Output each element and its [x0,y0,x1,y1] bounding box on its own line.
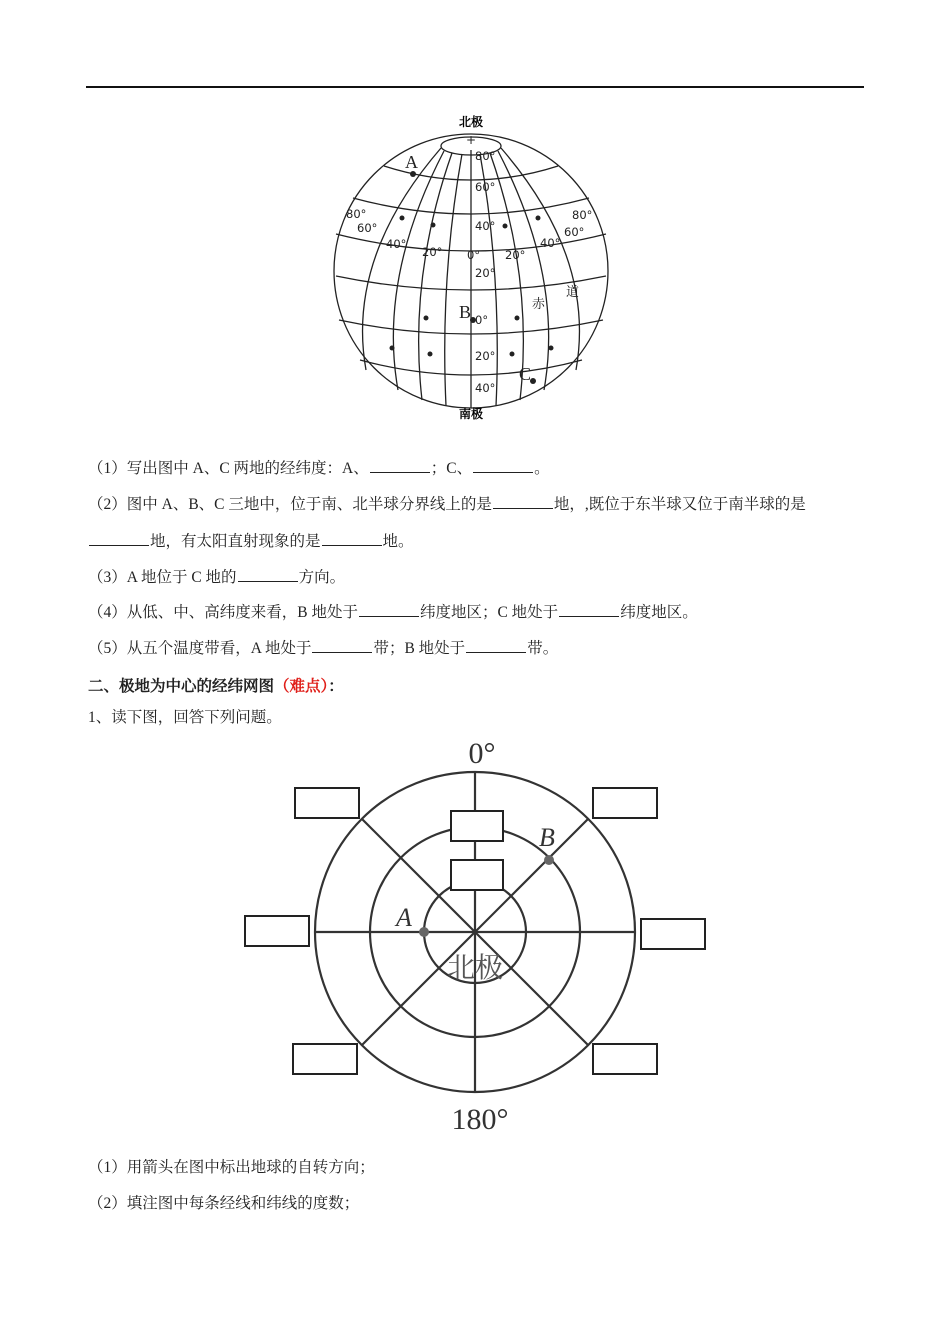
answer-blank[interactable] [370,458,430,473]
question-1: （1）写出图中 A、C 两地的经纬度：A、 ；C、 。 [88,460,550,477]
question-4: （4）从低、中、高纬度来看，B 地处于 纬度地区；C 地处于 纬度地区。 [88,604,698,621]
svg-text:80°: 80° [572,208,593,222]
south-pole-label: 南极 [458,407,484,421]
polar-question-2: （2）填注图中每条经线和纬线的度数； [88,1195,360,1212]
answer-blank[interactable] [473,458,533,473]
section-2-heading: 二、极地为中心的经纬网图（难点）： [88,677,344,695]
label-box-sw[interactable] [293,1044,357,1074]
svg-text:60°: 60° [475,180,496,194]
svg-text:20°: 20° [475,349,496,363]
north-pole-center-label: 北极 [446,951,504,984]
label-box-lat-outer[interactable] [451,811,503,841]
label-box-se[interactable] [593,1044,657,1074]
point-c-label: C [519,364,532,384]
svg-text:0°: 0° [475,313,489,327]
answer-blank[interactable] [322,531,382,546]
svg-text:40°: 40° [540,236,561,250]
answer-blank[interactable] [312,638,372,653]
point-a-label: A [405,152,418,172]
meridian-0-label: 0° [468,737,496,770]
question-2-line-1: （2）图中 A、B、C 三地中，位于南、北半球分界线上的是 地，,既位于东半球又位于南半球的是 [88,496,806,513]
header-rule [86,86,864,88]
equator-char-2: 道 [566,285,580,300]
answer-blank[interactable] [466,638,526,653]
label-box-ne[interactable] [593,788,657,818]
svg-text:+: + [465,133,477,147]
svg-text:0°: 0° [467,248,481,262]
svg-text:40°: 40° [475,381,496,395]
question-3: （3）A 地位于 C 地的 方向。 [88,569,346,586]
polar-question-1: （1）用箭头在图中标出地球的自转方向； [88,1159,375,1176]
svg-text:60°: 60° [564,225,585,239]
svg-text:80°: 80° [475,149,496,163]
point-b-marker [544,855,554,865]
svg-text:40°: 40° [386,237,407,251]
polar-diagram [235,735,715,1135]
answer-blank[interactable] [238,567,298,582]
answer-blank[interactable] [359,602,419,617]
equator-char-1: 赤 [532,297,546,312]
answer-blank[interactable] [89,531,149,546]
label-box-w[interactable] [245,916,309,946]
answer-blank[interactable] [559,602,619,617]
globe-diagram [320,108,620,426]
point-a-marker [419,927,429,937]
north-pole-label: 北极 [458,115,484,129]
question-5: （5）从五个温度带看，A 地处于 带；B 地处于 带。 [88,640,559,657]
svg-text:20°: 20° [422,245,443,259]
difficulty-tag: （难点） [274,677,329,695]
question-2-line-2: 地，有太阳直射现象的是 地。 [88,531,414,552]
meridian-180-label: 180° [451,1103,509,1135]
polar-point-b-label: B [539,823,555,852]
label-box-e[interactable] [641,919,705,949]
polar-point-a-label: A [396,903,412,932]
svg-text:80°: 80° [346,207,367,221]
answer-blank[interactable] [493,494,553,509]
svg-text:40°: 40° [475,219,496,233]
label-box-lat-inner[interactable] [451,860,503,890]
svg-text:60°: 60° [357,221,378,235]
svg-text:20°: 20° [505,248,526,262]
instruction: 1、读下图，回答下列问题。 [88,709,282,726]
point-b-label: B [459,302,472,322]
label-box-nw[interactable] [295,788,359,818]
svg-text:20°: 20° [475,266,496,280]
